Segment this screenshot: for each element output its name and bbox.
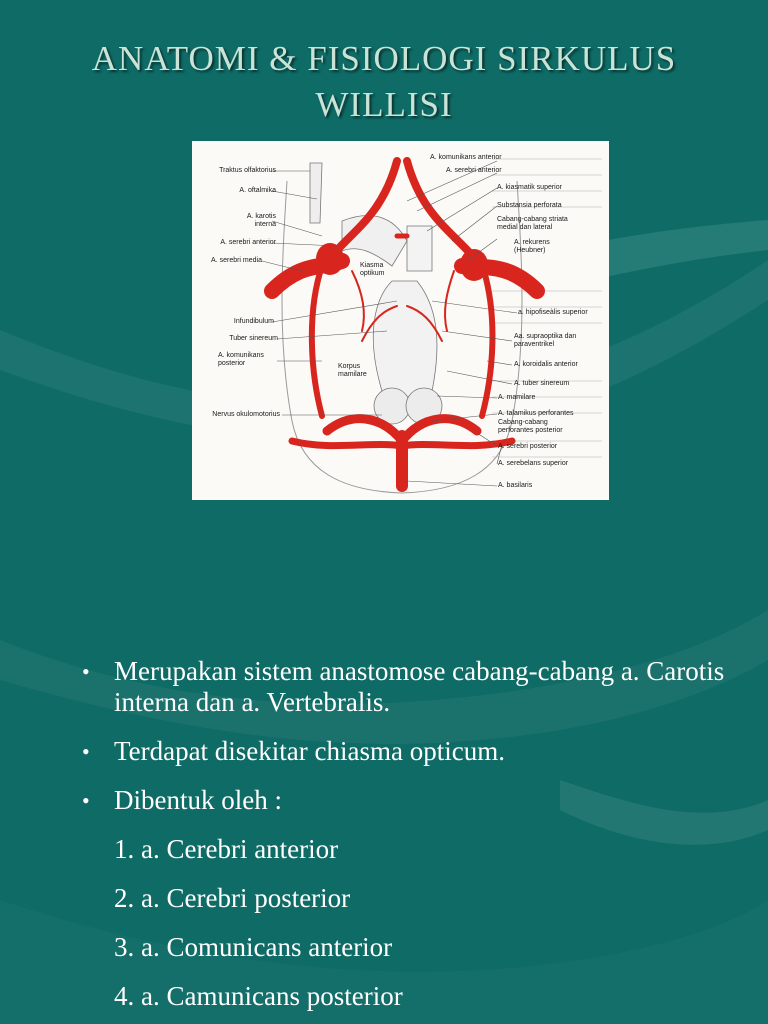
bullet-item: [82, 656, 742, 718]
title-line-1: ANATOMI & FISIOLOGI SIRKULUS: [91, 39, 677, 78]
slide-title: [0, 36, 768, 128]
bullet-item: [82, 736, 742, 767]
label-aa-supraoptika: Aa. supraoptika dan paraventrikel: [514, 333, 577, 348]
label-a-serebri-anterior-right: A. serebri anterior: [446, 167, 502, 174]
numbered-item: 2. a. Cerebri posterior: [114, 883, 351, 913]
label-a-karotis-interna: A. karotis interna: [246, 213, 276, 228]
label-a-serebri-posterior: A. serebri posterior: [498, 443, 558, 450]
label-infundibulum: Infundibulum: [233, 318, 274, 325]
numbered-item: 4. a. Camunicans posterior: [114, 981, 403, 1011]
label-substansia-perforata: Substansia perforata: [497, 202, 562, 209]
label-a-basilaris: A. basilaris: [498, 482, 533, 489]
label-a-kiasmatik-superior: A. kiasmatik superior: [497, 184, 562, 191]
label-a-mamilare: A. mamilare: [498, 394, 536, 401]
label-a-komunikans-posterior: A. komunikans posterior: [218, 352, 264, 367]
label-cabang-perforantes-posterior: Cabang-cabang perforantes posterior: [498, 419, 563, 434]
label-a-serebri-media: A. serebri media: [211, 257, 262, 264]
label-nervus-okulomotorius: Nervus okulomotorius: [212, 411, 280, 418]
bullet-text: Terdapat disekitar chiasma opticum.: [114, 736, 505, 766]
label-a-rekurens: A. rekurens (Heubner): [514, 239, 550, 254]
bullet-text: Dibentuk oleh :: [114, 785, 282, 815]
label-a-komunikans-anterior: A. komunikans anterior: [430, 154, 502, 161]
label-cabang-striata: Cabang-cabang striata medial dan lateral: [497, 216, 568, 231]
label-korpus-mamilare: Korpus mamilare: [338, 363, 367, 378]
label-a-serebri-anterior-left: A. serebri anterior: [220, 239, 276, 246]
label-a-serebelans-superior: A. serebelans superior: [498, 460, 569, 467]
label-a-oftalmika: A. oftalmika: [239, 187, 276, 194]
bullet-list: [82, 656, 742, 1012]
title-line-2: WILLISI: [315, 85, 453, 124]
numbered-item: 1. a. Cerebri anterior: [114, 834, 339, 864]
bullet-text: Merupakan sistem anastomose cabang-cabang a. Carotis interna dan a. Vertebralis.: [114, 656, 725, 717]
bullet-dot: •: [82, 788, 90, 813]
label-a-hipofisealis-superior: a. hipofiseàlis superior: [518, 309, 588, 316]
numbered-item: 3. a. Comunicans anterior: [114, 932, 393, 962]
bullet-dot: •: [82, 659, 90, 684]
circle-of-willis-figure: [192, 141, 609, 500]
label-a-tuber-sinereum: A. tuber sinereum: [514, 380, 570, 387]
bullet-dot: •: [82, 739, 90, 764]
label-a-talamikus-perforantes: A. talamikus perforantes: [498, 410, 574, 417]
label-tuber-sinereum: Tuber sinereum: [229, 335, 278, 342]
bullet-item: [82, 785, 742, 816]
label-traktus-olfaktorius: Traktus olfaktorius: [219, 167, 276, 174]
label-a-koroidalis-anterior: A. koroidalis anterior: [514, 361, 578, 368]
label-kiasma-optikum: Kiasma optikum: [360, 262, 385, 277]
